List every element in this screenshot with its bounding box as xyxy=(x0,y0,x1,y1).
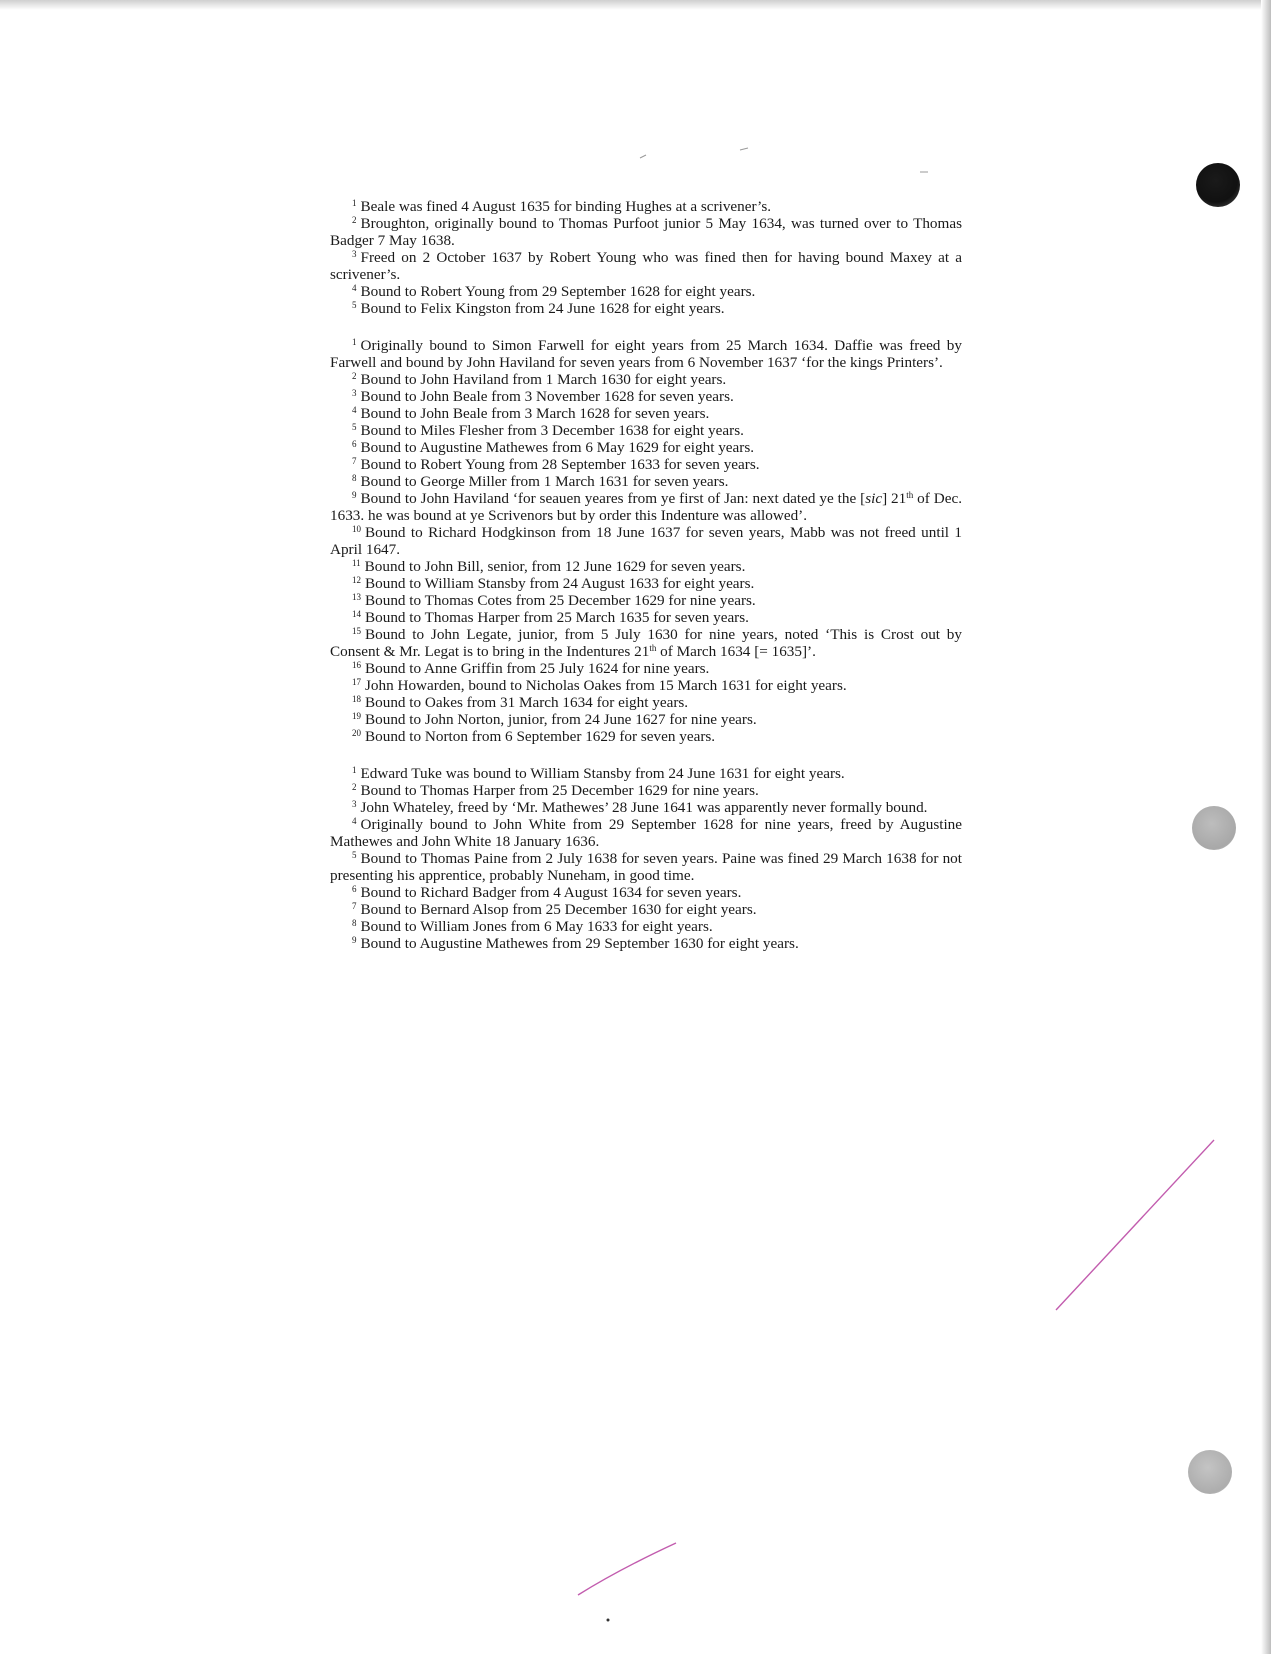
footnote-text: Originally bound to Simon Farwell for eight years from 25 March 1634. Daffie was freed by Farwell and bound by John Haviland for seven years from 6 November 1637 ‘for the kings Printers’. xyxy=(330,337,962,371)
footnote-text: Bound to John Haviland ‘for seauen yeares from ye first of Jan: next dated ye the [ xyxy=(360,490,866,507)
footnote xyxy=(330,215,962,249)
footnote-text: Bound to Thomas Paine from 2 July 1638 for seven years. Paine was fined 29 March 1638 for not presenting his apprentice, probably Nuneham, in good time. xyxy=(330,850,962,884)
footnote-number: 11 xyxy=(352,558,361,568)
footnote-group-2 xyxy=(330,337,962,745)
footnote-text: Bound to Thomas Harper from 25 March 1635 for seven years. xyxy=(365,609,749,626)
footnote-number: 5 xyxy=(352,850,357,860)
footnote-text: Bound to Anne Griffin from 25 July 1624 for nine years. xyxy=(365,660,710,677)
footnote-text: Bound to Robert Young from 29 September 1628 for eight years. xyxy=(360,283,756,300)
footnote xyxy=(330,935,962,952)
footnote-number: 4 xyxy=(352,816,357,826)
scan-speck-1 xyxy=(640,148,928,172)
footnote xyxy=(330,337,962,371)
footnote-text: John Whateley, freed by ‘Mr. Mathewes’ 28 June 1641 was apparently never formally bound. xyxy=(360,799,928,816)
scan-top-edge xyxy=(0,0,1271,10)
footnote-number: 13 xyxy=(352,592,361,602)
footnote-group-1 xyxy=(330,198,962,317)
footnote-text: Bound to William Jones from 6 May 1633 for eight years. xyxy=(360,918,713,935)
footnote-number: 7 xyxy=(352,901,357,911)
footnote xyxy=(330,799,962,816)
footnote xyxy=(330,198,962,215)
footnote-text: Bound to Thomas Cotes from 25 December 1629 for nine years. xyxy=(365,592,756,609)
footnotes-page xyxy=(330,198,962,952)
footnote-number: 1 xyxy=(352,765,357,775)
footnote-number: 4 xyxy=(352,405,357,415)
footnote-text: Bound to William Stansby from 24 August 1633 for eight years. xyxy=(365,575,755,592)
footnote xyxy=(330,850,962,884)
pen-stroke-right xyxy=(1056,1140,1214,1310)
footnote-text: Bound to Augustine Mathewes from 29 September 1630 for eight years. xyxy=(360,935,799,952)
punch-hole-top xyxy=(1196,163,1240,207)
footnote-text: Bound to John Beale from 3 November 1628 for seven years. xyxy=(360,388,734,405)
footnote-number: 2 xyxy=(352,215,357,225)
footnote-text: John Howarden, bound to Nicholas Oakes from 15 March 1631 for eight years. xyxy=(365,677,847,694)
footnote-number: 14 xyxy=(352,609,361,619)
footnote-number: 16 xyxy=(352,660,361,670)
footnote xyxy=(330,490,962,524)
footnote xyxy=(330,473,962,490)
footnote xyxy=(330,371,962,388)
footnote xyxy=(330,456,962,473)
footnote xyxy=(330,782,962,799)
footnote xyxy=(330,249,962,283)
footnote-text: Bound to Miles Flesher from 3 December 1638 for eight years. xyxy=(360,422,744,439)
footnote xyxy=(330,677,962,694)
footnote-number: 8 xyxy=(352,918,357,928)
footnote xyxy=(330,283,962,300)
footnote-number: 9 xyxy=(352,490,357,500)
footnote-text: ] 21 xyxy=(882,490,907,507)
footnote-text: Bound to John Beale from 3 March 1628 for seven years. xyxy=(360,405,710,422)
footnote-number: 3 xyxy=(352,799,357,809)
footnote-number: 5 xyxy=(352,422,357,432)
footnote-text: Beale was fined 4 August 1635 for binding Hughes at a scrivener’s. xyxy=(360,198,772,215)
footnote-italic-sic: sic xyxy=(865,490,883,507)
footnote-number: 2 xyxy=(352,782,357,792)
footnote-text: Bound to Bernard Alsop from 25 December 1630 for eight years. xyxy=(360,901,757,918)
footnote-text: Edward Tuke was bound to William Stansby from 24 June 1631 for eight years. xyxy=(360,765,845,782)
footnote-text: of March 1634 [= 1635]’. xyxy=(656,643,816,660)
footnote xyxy=(330,660,962,677)
footnote xyxy=(330,626,962,660)
footnote-text: Bound to Richard Badger from 4 August 1634 for seven years. xyxy=(360,884,742,901)
footnote-text: Bound to John Legate, junior, from 5 July 1630 for nine years, noted ‘This is Crost out by Consent & Mr. Legat is to bring in the Indentures 21 xyxy=(330,626,962,660)
footnote-number: 6 xyxy=(352,884,357,894)
footnote-text: Originally bound to John White from 29 September 1628 for nine years, freed by Augustine Mathewes and John White 18 January 1636. xyxy=(330,816,962,850)
footnote-number: 2 xyxy=(352,371,357,381)
footnote-text: Bound to John Bill, senior, from 12 June 1629 for seven years. xyxy=(364,558,746,575)
footnote-number: 3 xyxy=(352,249,357,259)
footnote-group-3 xyxy=(330,765,962,952)
footnote-text: Bound to Norton from 6 September 1629 for seven years. xyxy=(365,728,716,745)
footnote-text: Bound to John Norton, junior, from 24 June 1627 for nine years. xyxy=(365,711,757,728)
footnote xyxy=(330,728,962,745)
footnote xyxy=(330,711,962,728)
scan-right-edge xyxy=(1261,0,1271,1654)
footnote xyxy=(330,592,962,609)
footnote-text: Bound to George Miller from 1 March 1631 for seven years. xyxy=(360,473,729,490)
footnote xyxy=(330,405,962,422)
footnote xyxy=(330,388,962,405)
footnote-number: 12 xyxy=(352,575,361,585)
footnote-number: 7 xyxy=(352,456,357,466)
footnote-superscript: th xyxy=(649,643,657,653)
footnote xyxy=(330,558,962,575)
footnote xyxy=(330,884,962,901)
footnote-text: Bound to Felix Kingston from 24 June 1628 for eight years. xyxy=(360,300,725,317)
footnote-number: 1 xyxy=(352,198,357,208)
footnote xyxy=(330,524,962,558)
footnote xyxy=(330,694,962,711)
footnote-number: 6 xyxy=(352,439,357,449)
footnote-number: 17 xyxy=(352,677,361,687)
footnote xyxy=(330,918,962,935)
footnote xyxy=(330,575,962,592)
footnote-number: 19 xyxy=(352,711,361,721)
footnote-text: Bound to John Haviland from 1 March 1630 for eight years. xyxy=(360,371,727,388)
footnote xyxy=(330,439,962,456)
footnote-text: Bound to Richard Hodgkinson from 18 June 1637 for seven years, Mabb was not freed until 1 April 1647. xyxy=(330,524,962,558)
scan-speck-2 xyxy=(607,1619,610,1622)
footnote-number: 4 xyxy=(352,283,357,293)
footnote-number: 8 xyxy=(352,473,357,483)
footnote xyxy=(330,609,962,626)
footnote-text: of Dec. 1633. he was bound at ye Scrivenors but by order this Indenture was allowed’. xyxy=(330,490,962,524)
footnote-number: 10 xyxy=(352,524,361,534)
footnote-number: 15 xyxy=(352,626,361,636)
punch-hole-middle xyxy=(1192,806,1236,850)
footnote-number: 9 xyxy=(352,935,357,945)
footnote-text: Bound to Augustine Mathewes from 6 May 1629 for eight years. xyxy=(360,439,755,456)
footnote-text: Freed on 2 October 1637 by Robert Young who was fined then for having bound Maxey at a scrivener’s. xyxy=(330,249,962,283)
punch-hole-bottom xyxy=(1188,1450,1232,1494)
footnote-text: Bound to Oakes from 31 March 1634 for eight years. xyxy=(365,694,689,711)
footnote xyxy=(330,765,962,782)
footnote-superscript: th xyxy=(906,490,914,500)
pen-stroke-bottom xyxy=(578,1543,676,1595)
footnote-text: Bound to Robert Young from 28 September 1633 for seven years. xyxy=(360,456,760,473)
footnote-number: 5 xyxy=(352,300,357,310)
footnote xyxy=(330,816,962,850)
footnote-number: 1 xyxy=(352,337,357,347)
footnote-number: 20 xyxy=(352,728,361,738)
footnote xyxy=(330,901,962,918)
footnote xyxy=(330,422,962,439)
footnote xyxy=(330,300,962,317)
footnote-number: 3 xyxy=(352,388,357,398)
footnote-text: Broughton, originally bound to Thomas Purfoot junior 5 May 1634, was turned over to Thomas Badger 7 May 1638. xyxy=(330,215,962,249)
footnote-number: 18 xyxy=(352,694,361,704)
footnote-text: Bound to Thomas Harper from 25 December 1629 for nine years. xyxy=(360,782,759,799)
